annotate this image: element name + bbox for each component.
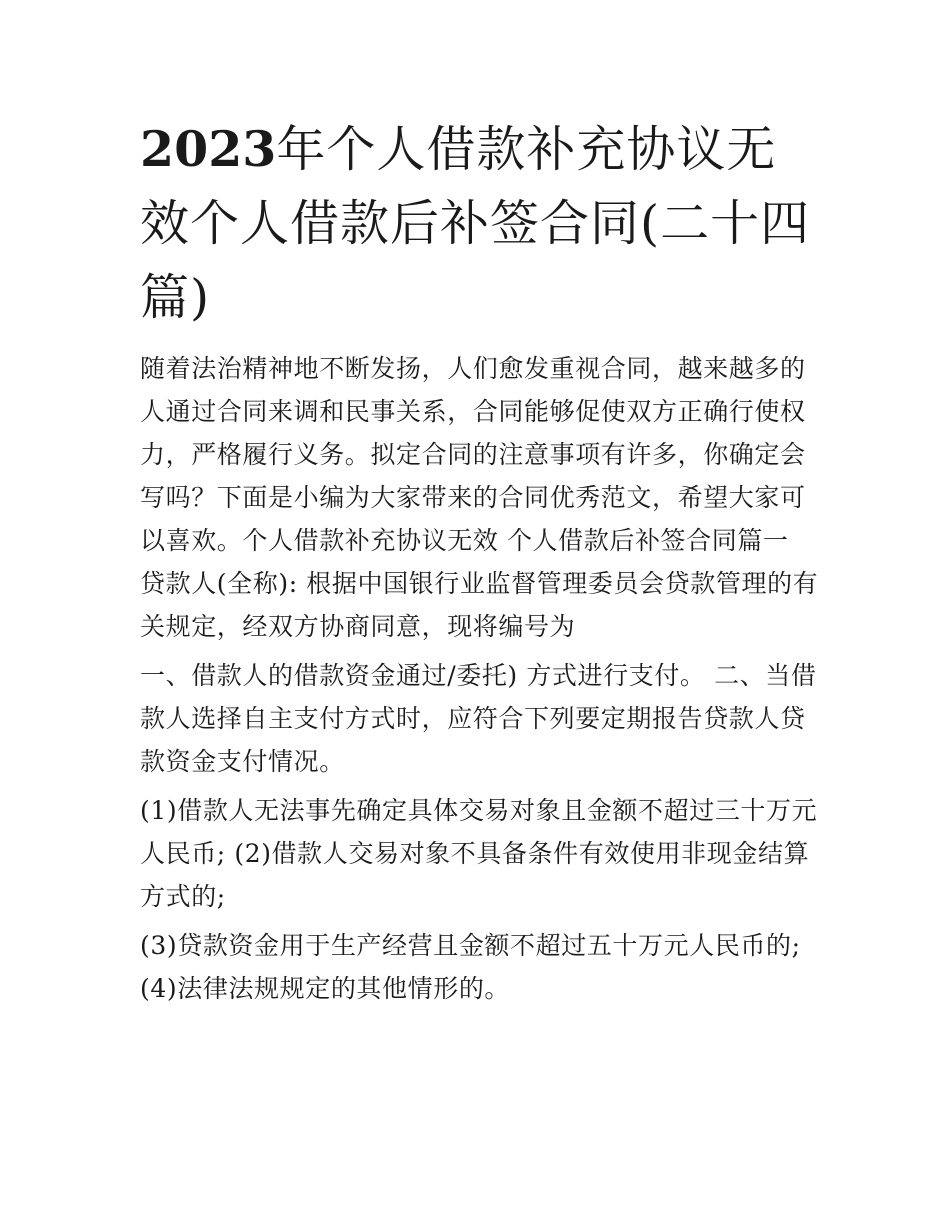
clause-paragraph-payment: 一、借款人的借款资金通过/委托) 方式进行支付。 二、当借款人选择自主支付方式时，应符合下列要定期报告贷款人贷款资金支付情况。 bbox=[140, 661, 817, 776]
document-page bbox=[140, 112, 820, 1010]
clause-paragraph-items-3-4: (3)贷款资金用于生产经营且金额不超过五十万元人民币的; (4)法律法规规定的其他情形的。 bbox=[140, 931, 801, 1003]
document-title bbox=[140, 112, 820, 335]
intro-paragraph: 随着法治精神地不断发扬，人们愈发重视合同，越来越多的人通过合同来调和民事关系，合同能够促使双方正确行使权力，严格履行义务。拟定合同的注意事项有许多，你确定会写吗？下面是小编为大家带来的合同优秀范文，希望大家可以喜欢。个人借款补充协议无效 个人借款后补签合同篇一 贷款人(全称): 根据中国银行业监督管理委员会贷款管理的有关规定，经双方协商同意，现将编号为 bbox=[140, 354, 819, 641]
title-year: 2023 bbox=[140, 120, 277, 178]
clause-paragraph-items-1-2: (1)借款人无法事先确定具体交易对象且金额不超过三十万元人民币; (2)借款人交易对象不具备条件有效使用非现金结算方式的; bbox=[140, 796, 818, 911]
title-text: 年个人借款补充协议无效个人借款后补签合同(二十四篇) bbox=[140, 121, 811, 326]
